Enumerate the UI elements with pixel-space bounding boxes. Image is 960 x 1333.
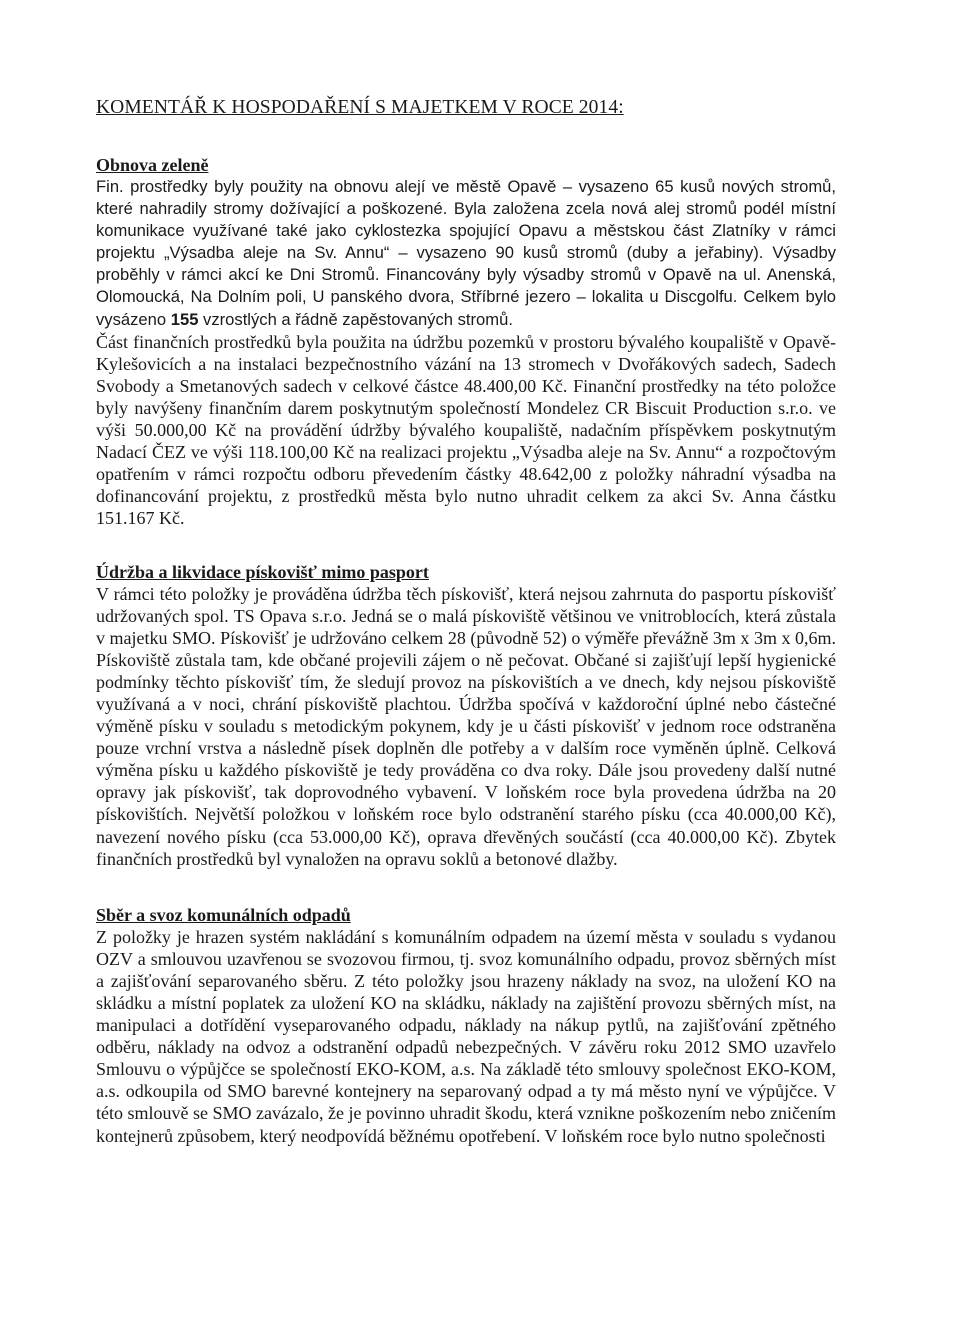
section-spacer — [96, 530, 836, 561]
section-spacer — [96, 870, 836, 904]
section-heading: Obnova zeleně — [96, 155, 209, 175]
section-udrzba-piskovist — [96, 561, 836, 870]
planted-suffix: vzrostlých a řádně zapěstovaných stromů. — [203, 309, 513, 329]
section-heading: Sběr a svoz komunálních odpadů — [96, 904, 351, 925]
paragraph: Z položky je hrazen systém nakládání s komunálním odpadem na území města v souladu s vydanou OZV a smlouvou uzavřenou se svozovou firmou, tj. svoz komunálního odpadu, provoz sběrných míst a zajišťování separovaného sběru. Z této položky jsou hrazeny náklady na svoz, na uložení KO na skládku a místní poplatek za uložení KO na skládku, náklady na zajištění provozu sběrných míst, na manipulaci a dotřídění vyseparovaného odpadu, náklady na nákup pytlů, na zajišťování zpětného odběru, náklady na odvoz a odstranění odpadů nebezpečných. V závěru roku 2012 SMO uzavřelo Smlouvu o výpůjčce se společností EKO-KOM, a.s. Na základě této smlouvy společnost EKO-KOM, a.s. odkoupila od SMO barevné kontejnery na separovaný odpad a ty má město nyní ve výpůjčce. V této smlouvě se SMO zavázalo, že je povinno uhradit škodu, která vznikne poškozením nebo zničením kontejnerů způsobem, který neodpovídá běžnému opotřebení. V loňském roce bylo nutno společnosti — [96, 926, 836, 1146]
planted-count: 155 — [170, 309, 199, 329]
section-heading: Údržba a likvidace pískovišť mimo pasport — [96, 561, 429, 582]
section-obnova-zelene — [96, 154, 836, 530]
paragraph — [96, 176, 836, 331]
paragraph-text: Fin. prostředky byly použity na obnovu alejí ve městě Opavě – vysazeno 65 kusů nových stromů, které nahradily stromy dožívající a poškozené. Byla založena zcela nová alej stromů podél místní komunikace využívané také jako cyklostezka spojující Opavu a městskou část Zlatníky v rámci projektu „Výsadba aleje na Sv. Annu“ – vysazeno 90 kusů stromů (duby a jeřabiny). Výsadby proběhly v rámci akcí ke Dni Stromů. Financovány byly výsadby stromů v Opavě na ul. Anenská, Olomoucká, Na Dolním poli, U panského dvora, Stříbrné jezero – lokalita u Discgolfu. Celkem bylo vysázeno — [96, 177, 836, 329]
paragraph: Část finančních prostředků byla použita na údržbu pozemků v prostoru bývalého koupaliště v Opavě-Kylešovicích a na instalaci bezpečnostního vázání na 13 stromech v Dvořákových sadech, Sadech Svobody a Smetanových sadech v celkové částce 48.400,00 Kč. Finanční prostředky na této položce byly navýšeny finančním darem poskytnutým společností Mondelez CR Biscuit Production s.r.o. ve výši 50.000,00 Kč na provádění údržby bývalého koupaliště, nadačním příspěvkem poskytnutým Nadací ČEZ ve výši 118.100,00 Kč na realizaci projektu „Výsadba aleje na Sv. Annu“ a rozpočtovým opatřením v rámci rozpočtu odboru převedením částky 48.642,00 z položky náhradní výsadba na dofinancování projektu, z prostředků města bylo nutno uhradit celkem za akci Sv. Anna částku 151.167 Kč. — [96, 331, 836, 529]
paragraph: V rámci této položky je prováděna údržba těch pískovišť, která nejsou zahrnuta do pasportu pískovišť udržovaných spol. TS Opava s.r.o. Jedná se o malá pískoviště většinou ve vnitroblocích, která zůstala v majetku SMO. Pískovišť je udržováno celkem 28 (původně 52) o výměře převážně 3m x 3m x 0,6m. Pískoviště zůstala tam, kde občané projevili zájem o ně pečovat. Občané si zajišťují lepší hygienické podmínky těchto pískovišť tím, že sledují provoz na pískovištích a ve dnech, kdy nejsou pískoviště využívaná a v noci, chrání pískoviště plachtou. Údržba spočívá v každoroční úplné nebo částečné výměně písku v souladu s metodickým pokynem, kdy je u části pískovišť v jednom roce odstraněna pouze vrchní vrstva a následně písek doplněn dle potřeby a v dalším roce vyměněn úplně. Celková výměna písku u každého pískoviště je tedy prováděna co dva roky. Dále jsou provedeny další nutné opravy jak pískovišť, tak doprovodného vybavení. V loňském roce byla provedena údržba na 20 pískovištích. Největší položkou v loňském roce bylo odstranění starého písku (cca 40.000,00 Kč), navezení nového písku (cca 53.000,00 Kč), oprava dřevěných součástí (cca 40.000,00 Kč). Zbytek finančních prostředků byl vynaložen na opravu soklů a betonové dlažby. — [96, 583, 836, 869]
document-page — [96, 96, 836, 1147]
section-sber-odpadu — [96, 904, 836, 1147]
document-title: KOMENTÁŘ K HOSPODAŘENÍ S MAJETKEM V ROCE 2014: — [96, 97, 624, 118]
